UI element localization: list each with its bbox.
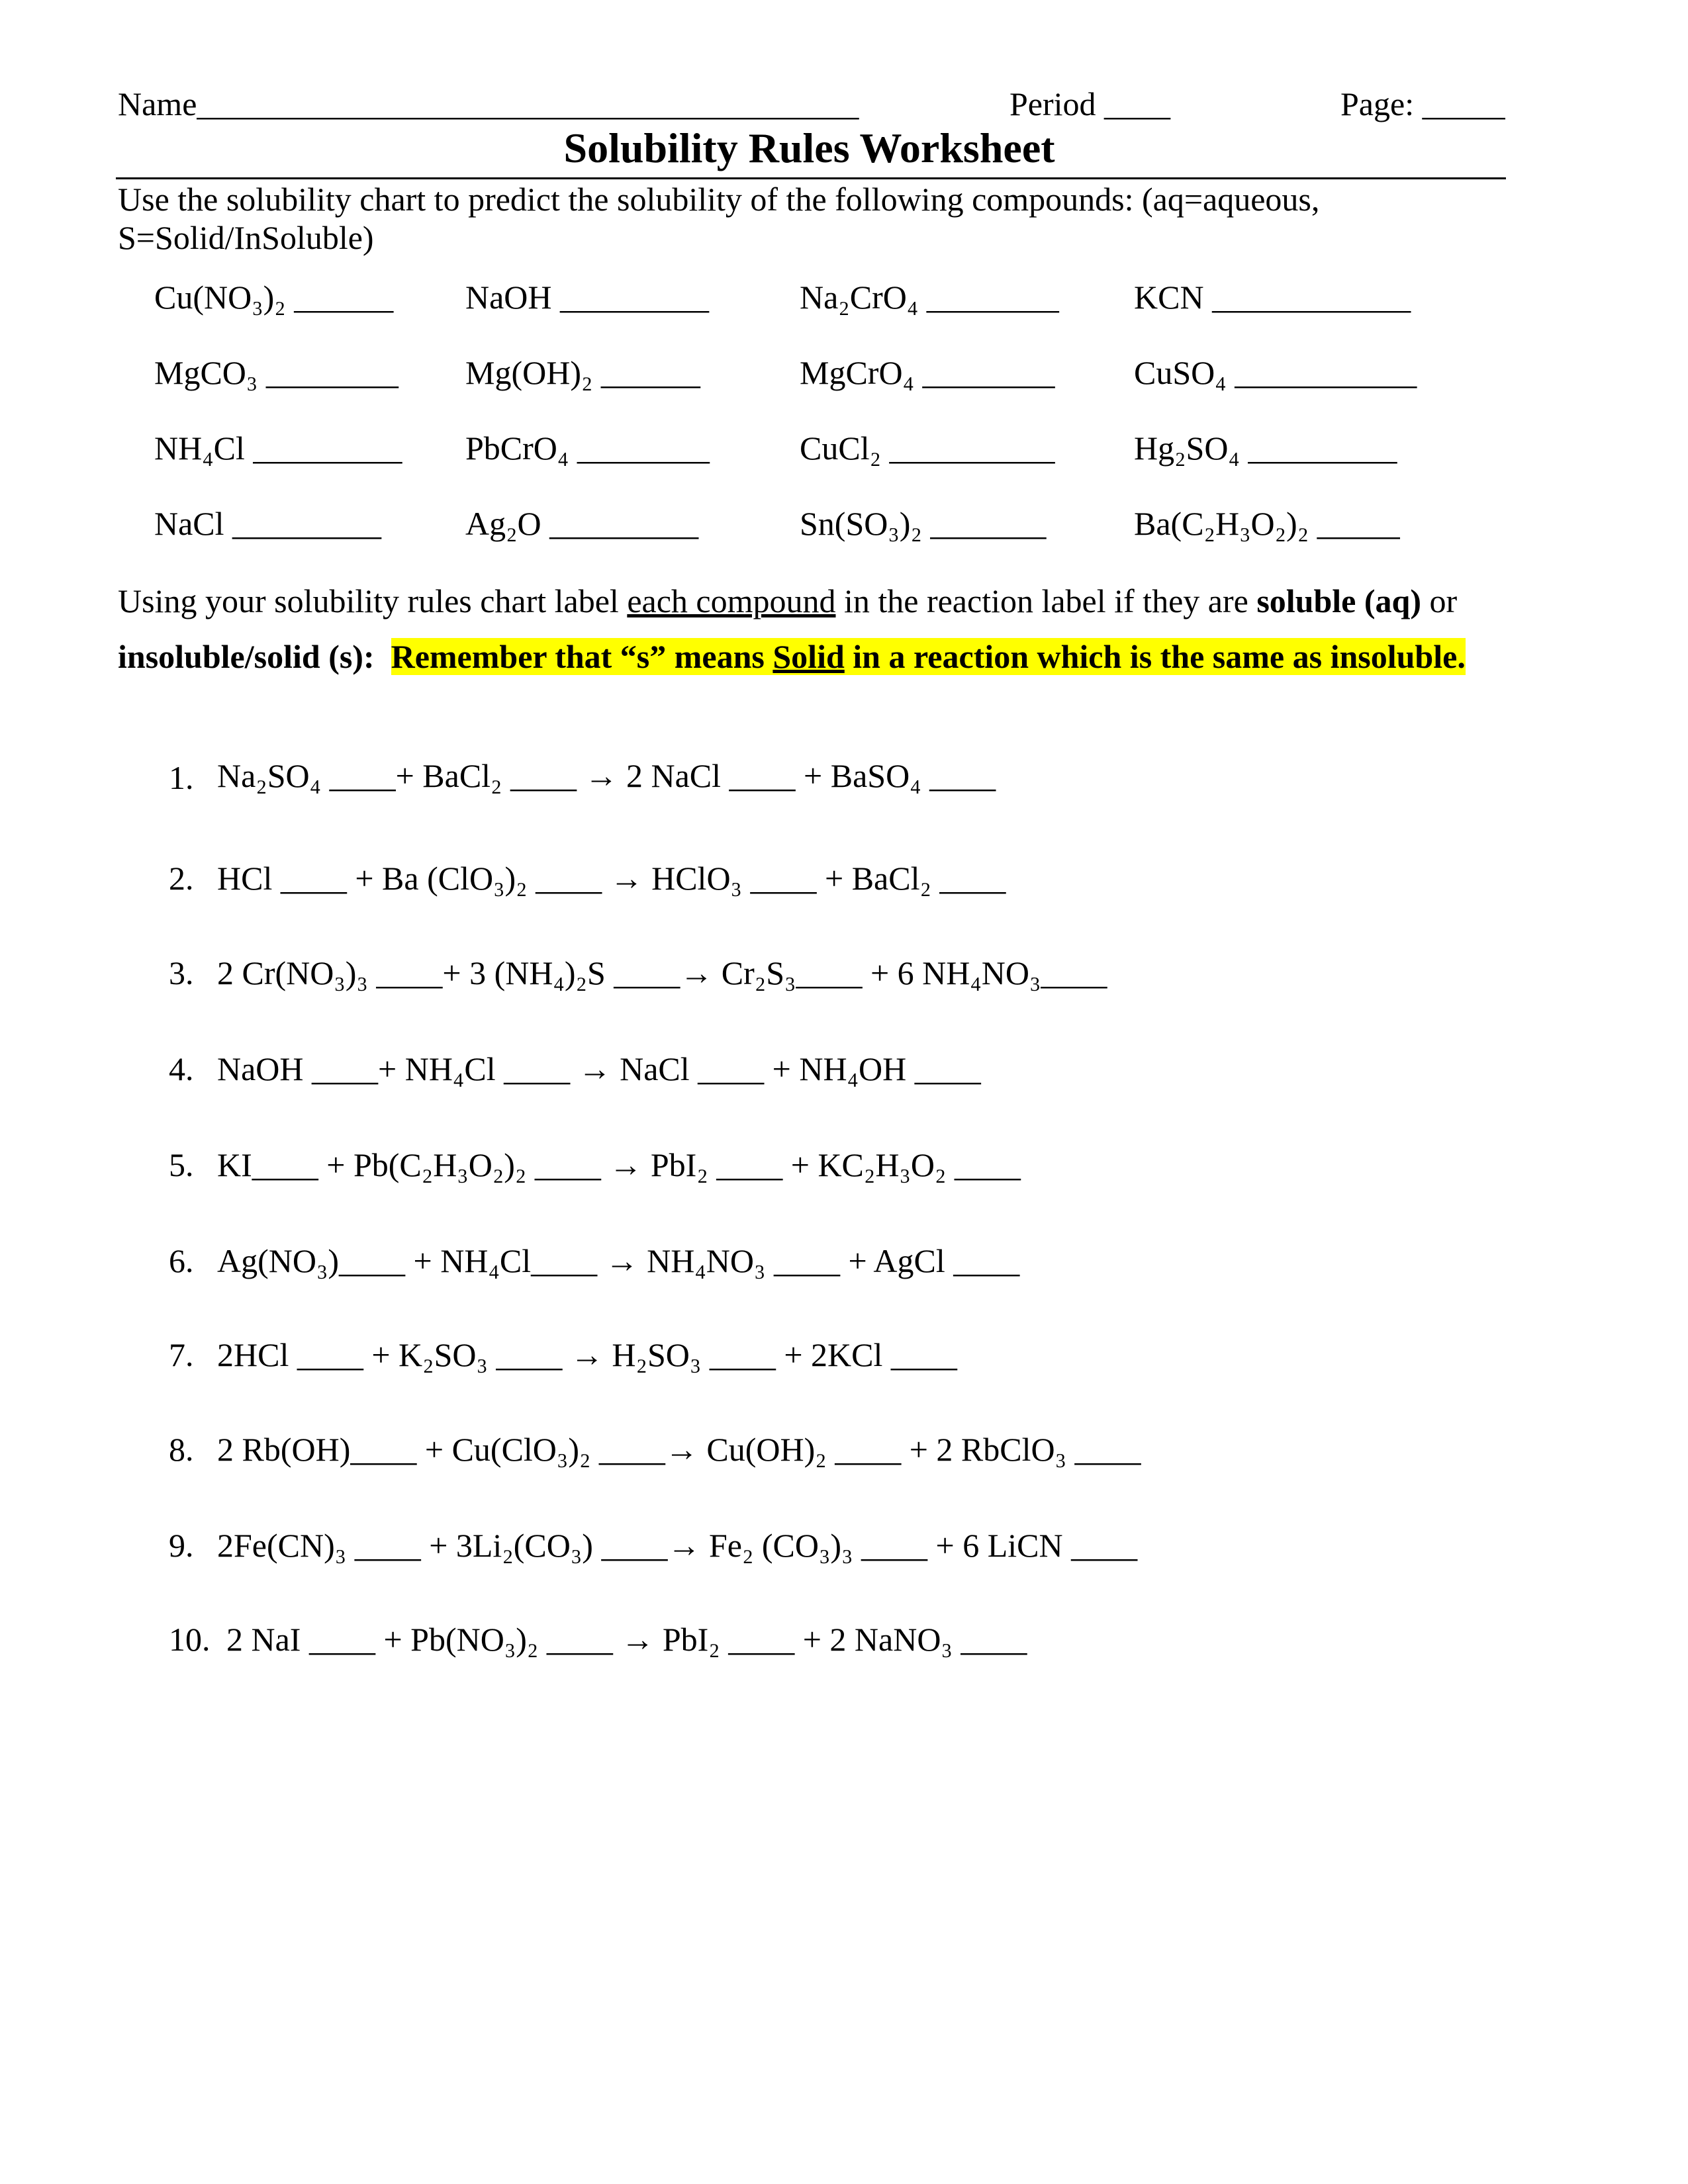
reaction-number: 10. <box>169 1621 211 1658</box>
compound-item[interactable]: NaCl _________ <box>154 505 382 542</box>
page-field[interactable]: Page: _____ <box>1340 85 1505 122</box>
instruction-paragraph-line2 <box>118 640 1466 673</box>
compound-item[interactable]: NH₄Cl _________ <box>154 430 402 467</box>
reaction-number: 2. <box>169 860 194 897</box>
reaction-equation[interactable]: NaOH ____+ NH₄Cl ____ → NaCl ____ + NH₄OH ____ <box>217 1050 981 1087</box>
reaction-equation[interactable]: 2 Cr(NO₃)₃ ____+ 3 (NH₄)₂S ____→ Cr₂S₃____ + 6 NH₄NO₃____ <box>217 954 1107 991</box>
reaction-equation[interactable]: 2 Rb(OH)____ + Cu(ClO₃)₂ ____→ Cu(OH)₂ ____ + 2 RbClO₃ ____ <box>217 1431 1141 1468</box>
note-underlined: Solid <box>773 638 845 675</box>
compound-item[interactable]: Ag₂O _________ <box>465 505 699 542</box>
reaction-equation[interactable]: Ag(NO₃)____ + NH₄Cl____ → NH₄NO₃ ____ + AgCl ____ <box>217 1242 1020 1279</box>
compound-item[interactable]: CuCl₂ __________ <box>800 430 1055 467</box>
instruction-paragraph-line1 <box>118 584 1457 617</box>
compound-item[interactable]: PbCrO₄ ________ <box>465 430 710 467</box>
reaction-number: 5. <box>169 1146 194 1183</box>
compound-item[interactable]: Hg₂SO₄ _________ <box>1134 430 1397 467</box>
para-bold: soluble (aq) <box>1256 582 1421 619</box>
reaction-number: 8. <box>169 1431 194 1468</box>
para-text: or <box>1421 582 1458 619</box>
reaction-equation[interactable]: HCl ____ + Ba (ClO₃)₂ ____ → HClO₃ ____ + BaCl₂ ____ <box>217 860 1006 897</box>
reaction-equation[interactable]: Na₂SO₄ ____+ BaCl₂ ____ → 2 NaCl ____ + BaSO₄ ____ <box>217 757 996 794</box>
compound-item[interactable]: KCN ____________ <box>1134 279 1411 316</box>
compound-item[interactable]: Na₂CrO₄ ________ <box>800 279 1059 316</box>
highlighted-note <box>391 638 1466 675</box>
note-text: Remember that “s” means <box>391 638 773 675</box>
name-field[interactable]: Name________________________________________ <box>118 85 859 122</box>
period-field[interactable]: Period ____ <box>1009 85 1171 122</box>
reaction-equation[interactable]: KI____ + Pb(C₂H₃O₂)₂ ____ → PbI₂ ____ + KC₂H₃O₂ ____ <box>217 1146 1021 1183</box>
para-underlined: each compound <box>627 582 836 619</box>
para-text: in the reaction label if they are <box>835 582 1257 619</box>
reaction-equation[interactable]: 2 NaI ____ + Pb(NO₃)₂ ____ → PbI₂ ____ + 2 NaNO₃ ____ <box>226 1621 1027 1658</box>
compound-item[interactable]: MgCrO₄ ________ <box>800 354 1055 391</box>
title-divider <box>116 177 1506 179</box>
page-title: Solubility Rules Worksheet <box>563 124 1055 171</box>
compound-item[interactable]: Ba(C₂H₃O₂)₂ _____ <box>1134 505 1400 542</box>
compound-item[interactable]: MgCO₃ ________ <box>154 354 399 391</box>
reaction-equation[interactable]: 2Fe(CN)₃ ____ + 3Li₂(CO₃) ____→ Fe₂ (CO₃)₃ ____ + 6 LiCN ____ <box>217 1527 1138 1564</box>
reaction-number: 3. <box>169 954 194 991</box>
reaction-number: 6. <box>169 1242 194 1279</box>
compound-item[interactable]: Cu(NO₃)₂ ______ <box>154 279 394 316</box>
reaction-number: 1. <box>169 759 194 796</box>
compound-item[interactable]: Sn(SO₃)₂ _______ <box>800 505 1047 542</box>
para-bold: insoluble/solid (s): <box>118 638 375 675</box>
note-text: in a reaction which is the same as insoluble. <box>844 638 1466 675</box>
reaction-equation[interactable]: 2HCl ____ + K₂SO₃ ____ → H₂SO₃ ____ + 2KCl ____ <box>217 1336 957 1373</box>
instructions-text: Use the solubility chart to predict the solubility of the following compounds: (aq=aqueous, S=Solid/InSoluble) <box>118 181 1320 256</box>
reaction-number: 7. <box>169 1336 194 1373</box>
para-text: Using your solubility rules chart label <box>118 582 628 619</box>
compound-item[interactable]: NaOH _________ <box>465 279 710 316</box>
compound-item[interactable]: CuSO₄ ___________ <box>1134 354 1417 391</box>
reaction-number: 4. <box>169 1050 194 1087</box>
compound-item[interactable]: Mg(OH)₂ ______ <box>465 354 700 391</box>
reaction-number: 9. <box>169 1527 194 1564</box>
